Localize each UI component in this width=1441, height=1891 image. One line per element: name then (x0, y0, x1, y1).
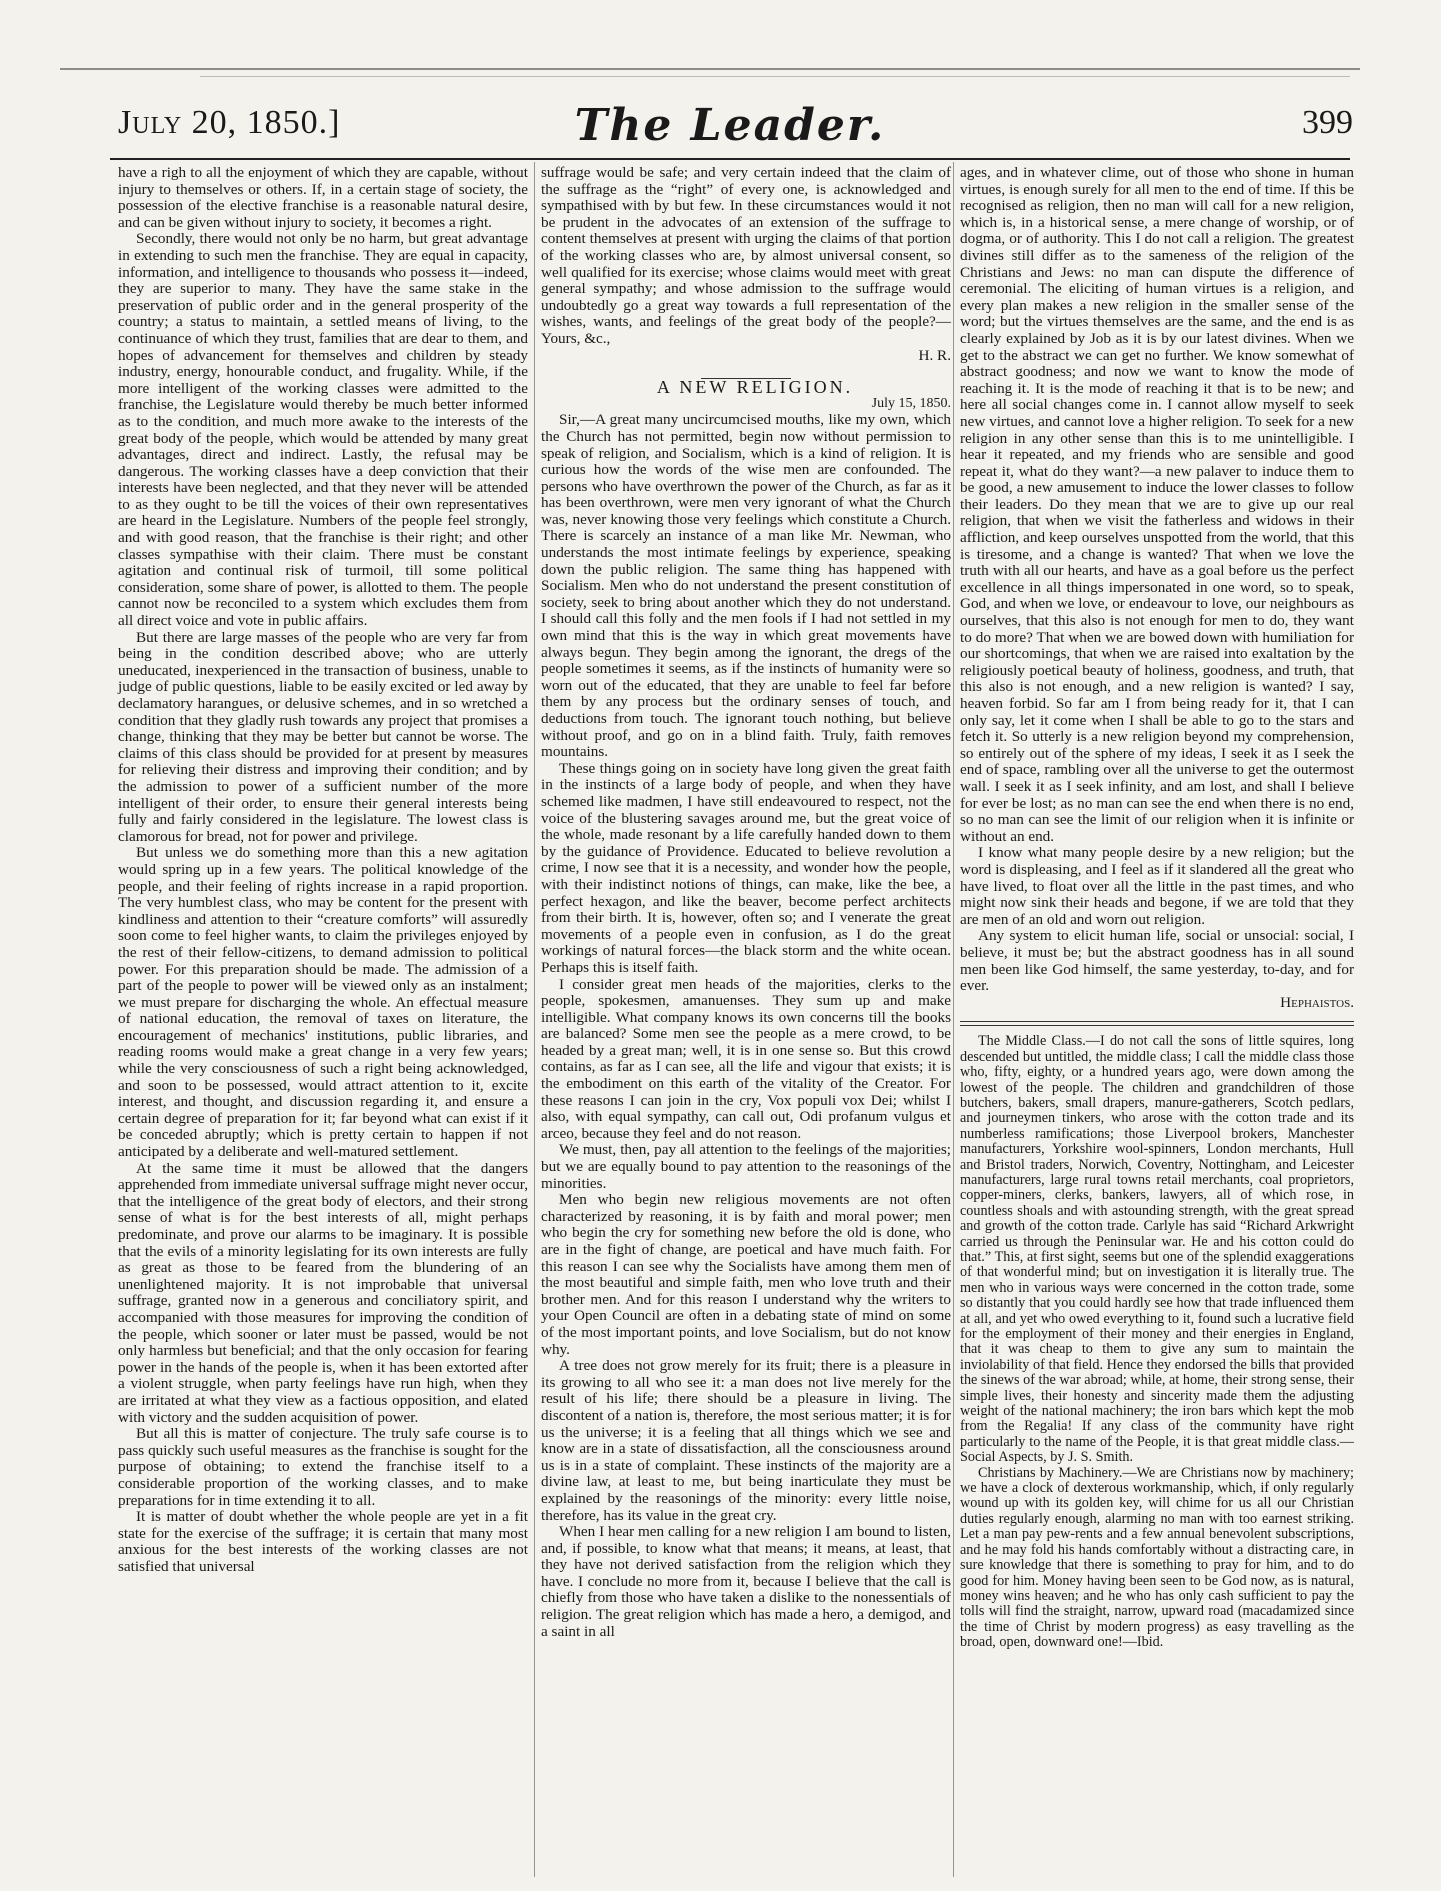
paragraph: suffrage would be safe; and very certain indeed that the claim of the suffrage as the “right” of every one, is acknowledged and sympathised with by but few. In these circumstances would it not be prudent in the advocates of an extension of the suffrage to content themselves at present with urging the claims of that portion of the working classes who are, by almost universal consent, so well qualified for its exercise; whose claims would meet with great general sympathy; and whose admission to the suffrage would undoubtedly go a great way towards a full representation of the wishes, wants, and feelings of the great body of the people?—Yours, &c., (541, 164, 951, 347)
column-3 (960, 165, 1354, 1651)
article-dateline: July 15, 1850. (871, 395, 951, 411)
top-rule (60, 68, 1360, 70)
column-divider (953, 162, 954, 1877)
paragraph: But there are large masses of the people who are very far from being in the condition described above; who are utterly uneducated, inexperienced in the transaction of business, unable to judge of public questions, liable to be easily excited or led away by declamatory harangues, or delusive schemes, and in so wretched a condition that they gladly rush towards any project that promises a change, thinking that they may be better but cannot be worse. The claims of this class should be provided for at present by measures for relieving their distress and improving their condition; and by the admission to power of a sufficient number of the more intelligent of their order, to ensure their general interests being fully and fairly considered in the legislature. The lowest class is clamorous for bread, not for power and privilege. (118, 628, 528, 845)
paragraph: I consider great men heads of the majorities, clerks to the people, spokesmen, amanuenses. They sum up and make intelligible. What company knows its own concerns till the books are balanced? Some men see the people as a mere crowd, to be headed by a great man; well, it is in one sense so. But this crowd contains, as far as I can see, all the life and vigour that exists; it is the embodiment on this earth of the vitality of the Creator. For these reasons I can join in the cry, Vox populi vox Dei; whilst I also, with equal sympathy, can call out, Odi profanum vulgus et arceo, because they feel and do not reason. (541, 975, 951, 1142)
paragraph: But all this is matter of conjecture. The truly safe course is to pass quickly such useful measures as the franchise is sought for the purpose of obtaining; to extend the franchise itself to a considerable proportion of the working classes, and to make preparations for in time extending it to all. (118, 1425, 528, 1509)
paragraph: have a righ to all the enjoyment of which they are capable, without injury to themselves or others. If, in a certain stage of society, the possession of the elective franchise is a reasonable natural desire, and can be given without injury to society, it becomes a right. (118, 164, 528, 231)
paragraph: Sir,—A great many uncircumcised mouths, like my own, which the Church has not permitted, begin now without permission to speak of religion, and Socialism, which is a kind of religion. It is curious how the words of the wise men are confounded. The persons who have overthrown the power of the Church, as far as it has been overthrown, were men very ignorant of what the Church was, never knowing those very feelings which constitute a Church. There is scarcely an instance of a man like Mr. Newman, who understands the most intimate feelings by experience, speaking down the public religion. The same thing has happened with Socialism. Men who do not understand the present constitution of society, seek to bring about another which they do not understand. I should call this folly and the men fools if I had not settled in my own mind that this is the way in which great movements have always begun. They begin among the ignorant, the dregs of the people sometimes it seems, as if the instincts of humanity were so worn out of the educated, that they are unable to feel far before them by any process but the ordinary senses of touch, and deductions from touch. The ignorant touch nothing, but believe without proof, and go on in a blind faith. Truly, faith removes mountains. (541, 411, 951, 761)
column-2 (541, 165, 951, 1640)
letter-signature: H. R. (918, 346, 951, 364)
extract-paragraph: The Middle Class.—I do not call the sons of little squires, long descended but untitled, the middle class; I call the middle class those who, fifty, eighty, or a hundred years ago, were down among the lowest of the people. The children and grandchildren of those butchers, bakers, small drapers, manure-gatherers, Scotch pedlars, and journeymen tinkers, who arose with the cotton trade and its numberless ramifications; those Liverpool brokers, Manchester manufacturers, Yorkshire wool-spinners, London merchants, Hull and Bristol traders, Norwich, Coventry, Nottingham, and Leicester manufacturers, large rural towns retail merchants, coal proprietors, copper-miners, clerks, bankers, lawyers, all of which rose, in countless shoals and with astounding strength, with the great spread and growth of the cotton trade. Carlyle has said “Richard Arkwright carried us through the Peninsular war. He and his cotton could do that.” This, at first sight, seems but one of the splendid exaggerations of that wonderful mind; but on investigation it is literally true. The men who in various ways were concerned in the cotton trade, some so distantly that you could hardly see how that trade influenced them at all, and yet who owed everything to it, found such a lucrative field for the employment of their money and their energies in England, that it was cheap to them to give any sum to maintain the inviolability of that field. Hence they endorsed the bills that provided the sinews of the war abroad; while, at home, their strong sense, their simple lives, their honesty and sincerity made them the adjusting weight of the national machinery; the iron bars which kept the mob from the Regalia! If any class of the community have right particularly to the name of the People, it is that great middle class.—Social Aspects, by J. S. Smith. (960, 1033, 1354, 1466)
paragraph: We must, then, pay all attention to the feelings of the majorities; but we are equally bound to pay attention to the reasonings of the minorities. (541, 1141, 951, 1192)
masthead-title: The Leader. (574, 100, 886, 151)
paragraph: Any system to elicit human life, social or unsocial: social, I believe, it must be; but the abstract goodness has in all sound men been like God himself, the same yesterday, to-day, and for ever. (960, 927, 1354, 995)
page-header (0, 100, 1441, 160)
extract-paragraph: Christians by Machinery.—We are Christians now by machinery; we have a clock of dexterous workmanship, which, if only regularly wound up with its golden key, will chime for us all our Christian duties regularly enough, alarming no man with too earnest striking. Let a man pay pew-rents and a few annual benevolent subscriptions, and he may fold his hands comfortably without a distracting care, in sure knowledge that there is something to pray for him, and to do good for him. Money having been seen to be God now, as is natural, money wins heaven; and he who has only cash sufficient to pay the tolls will find the straight, narrow, upward road (macadamized since the time of Christ by modern progress) as easy travelling as the broad, open, downward one!—Ibid. (960, 1464, 1354, 1651)
paragraph: I know what many people desire by a new religion; but the word is displeasing, and I feel as if it slandered all the great who have lived, to float over all the little in the past times, and who might now sink their heads and begone, if we are told that they are men of an old and worn out religion. (960, 844, 1354, 928)
page-number: 399 (1302, 104, 1353, 141)
paragraph: ages, and in whatever clime, out of those who shone in human virtues, is enough surely for all men to the end of time. If this be recognised as religion, then no man will call for a new religion, which is, in a historical sense, a mere change of worship, or of dogma, or of authority. This I do not call a religion. The greatest divines still differ as to the sameness of the religion of the Christians and Jews: no man can dispute the difference of ceremonial. The eliciting of human virtues is a religion, and every plan makes a new religion in the smaller sense of the word; but the virtues themselves are the same, and the end is as clearly explained by Job as it is by our latest divines. When we get to the abstract we can get no further. We know somewhat of abstract goodness; and now we want to know the mode of reaching it. It is the mode of reaching it that is to be new; and here all social changes come in. I cannot allow myself to seek new virtues, and cannot love a higher religion. To seek for a new religion in any other sense than this is to me unintelligible. I hear it repeated, and my friends who are sensible and good repeat it, what do they want?—a new palaver to induce them to be good, a new amusement to induce the lower classes to follow their leaders. Do they mean that we are to give up our real religion, that when we visit the fatherless and widows in their affliction, and keep ourselves unspotted from the world, that this is tiresome, and a change is wanted? That when we love the truth with all our hearts, and have as a goal before us the perfect excellence in all things impersonated in one word, so to speak, God, and when we love, or endeavour to love, our neighbours as ourselves, that this also is not enough for men to do, they want to do more? That when we are bowed down with humiliation for our shortcomings, that when we are raised into exaltation by the religiously poetical beauty of holiness, goodness, and truth, that this also is not enough, and a new religion is wanted? I say, heaven forbid. So far am I from being ready for it, that I can only say, let it come when I shall be able to go to the stars and fetch it. So utterly is a new religion beyond my comprehension, so entirely out of the sphere of my ideas, I seek it as I seek the end of space, rambling over all the universe to get the outermost wall. I seek it as I seek infinity, and am lost, and shall I believe for ever be lost; as no man can see the end when there is no end, so no man can see the limit of our religion when it is infinite or without an end. (960, 164, 1354, 845)
paragraph: A tree does not grow merely for its fruit; there is a pleasure in its growing to all who see it: a man does not live merely for the result of his life; there should be a pleasure in living. The discontent of a nation is, therefore, the most serious matter; it is for us the universe; it is a feeling that all things which we see and know are in a state of dissatisfaction, all the consciousness around us is in a state of complaint. These instincts of the majority are a divine law, at least to me, but being inarticulate they must be explained by the reasonings of the minority: every little noise, therefore, has its value in the great cry. (541, 1357, 951, 1524)
paragraph: It is matter of doubt whether the whole people are yet in a fit state for the exercise of the suffrage; it is certain that many most anxious for the best interests of the working classes are not satisfied that universal (118, 1508, 528, 1575)
paragraph: When I hear men calling for a new religion I am bound to listen, and, if possible, to know what that means; it means, at least, that they have not derived satisfaction from the religion which they have. I conclude no more from it, because I believe that the call is chiefly from those who have taken a dislike to the nonessentials of religion. The great religion which has made a hero, a demigod, and a saint in all (541, 1523, 951, 1640)
paragraph: But unless we do something more than this a new agitation would spring up in a few years. The political knowledge of the people, and their feeling of rights increase in a rapid proportion. The very humblest class, who may be content for the present with kindliness and attention to their “creature comforts” will assuredly soon come to feel higher wants, to claim the privileges enjoyed by the rest of their fellow-citizens, to demand admission to political power. For this preparation should be made. The admission of a part of the people to power will be viewed only as an instalment; we must prepare for discharging the whole. An effectual measure of national education, the removal of taxes on literature, the encouragement of mechanics' institutions, public libraries, and reading rooms would make a great change in a very few years; while the very consciousness of such a right being acknowledged, and soon to be possessed, would attract attention to it, excite interest, and thought, and discussion regarding it, and ensure a certain degree of preparation for it; far beyond what can exist if it be conceded abruptly; which is pretty certain to happen if not anticipated by a deliberate and well-matured settlement. (118, 844, 528, 1161)
paragraph: Men who begin new religious movements are not often characterized by reasoning, it is by faith and moral power; men who begin the cry for something new before the old is done, who are in the fight of change, are poetical and have much faith. For this reason I can see why the Socialists have among them men of the most beautiful and simple faith, men who love truth and their brother men. And for this reason I understand why the writers to your Open Council are often in a debating state of mind on some of the most important points, and love Socialism, but do not know why. (541, 1191, 951, 1358)
top-rule-faint (200, 76, 1350, 77)
issue-date: July 20, 1850.] (118, 104, 341, 141)
paragraph: These things going on in society have long given the great faith in the instincts of a large body of people, and when they have schemed like madmen, I have still endeavoured to respect, not the voice of the blustering savages around me, but the great voice of the whole, made resonant by a life carefully handed down to them by the guidance of Providence. Educated to believe revolution a crime, I now see that it is a necessity, and wonder how the people, with their indistinct notions of things, can make, like the bee, a perfect hexagon, and like the beaver, become perfect architects from their birth. It is, however, often so; and I venerate the great movements of a people even in confusion, as I do the great workings of natural forces—the black storm and the white ocean. Perhaps this is itself faith. (541, 759, 951, 976)
column-divider (534, 162, 535, 1877)
paragraph: At the same time it must be allowed that the dangers apprehended from immediate universal suffrage might never occur, that the intelligence of the great body of electors, and their strong sense of what is for the best interests of all, might perhaps predominate, and prove our alarms to be imaginary. It is possible that the evils of a minority legislating for its own interests are fully as great as those to be feared from the blundering of an unenlightened majority. It is not improbable that universal suffrage, granted now in a generous and conciliatory spirit, and accompanied with those measures for improving the condition of the people, which sooner or later must be passed, would be not only harmless but beneficial; and that the only occasion for fearing power in the hands of the people is, when it has been extorted after a violent struggle, when party feelings have run high, when they are irritated at what they view as a factious opposition, and elated with victory and the sudden acquisition of power. (118, 1159, 528, 1426)
article-signature: Hephaistos. (1280, 993, 1354, 1011)
header-rule (110, 158, 1350, 160)
double-rule (960, 1021, 1354, 1026)
article-heading: A NEW RELIGION. (656, 377, 854, 398)
paragraph: Secondly, there would not only be no harm, but great advantage in extending to such men the franchise. They are equal in capacity, information, and intelligence to thousands who possess it—indeed, they are superior to many. They have the same stake in the preservation of public order and in the general prosperity of the country; a status to maintain, a settled means of living, to the continuance of which they trust, families that are dear to them, and hopes of advancement for themselves and children by steady industry, energy, honourable conduct, and frugality. While, if the more intelligent of the working classes were admitted to the franchise, the Legislature would thereby be much better informed as to the condition, and much more awake to the interests of the great body of the people, which would be attended by many great advantages, direct and indirect. Lastly, the refusal may be dangerous. The working classes have a deep conviction that their interests have been neglected, and that they never will be attended to as they ought to be till the voices of their own representatives are heard in the Legislature. Numbers of the people feel strongly, and with good reason, that the franchise is their right; and other classes sympathise with their claim. There must be constant agitation and continual risk of turmoil, till some political consideration, some share of power, is allotted to them. The people cannot now be reconciled to a system which excludes them from all direct voice and vote in public affairs. (118, 230, 528, 630)
column-1 (118, 165, 528, 1575)
